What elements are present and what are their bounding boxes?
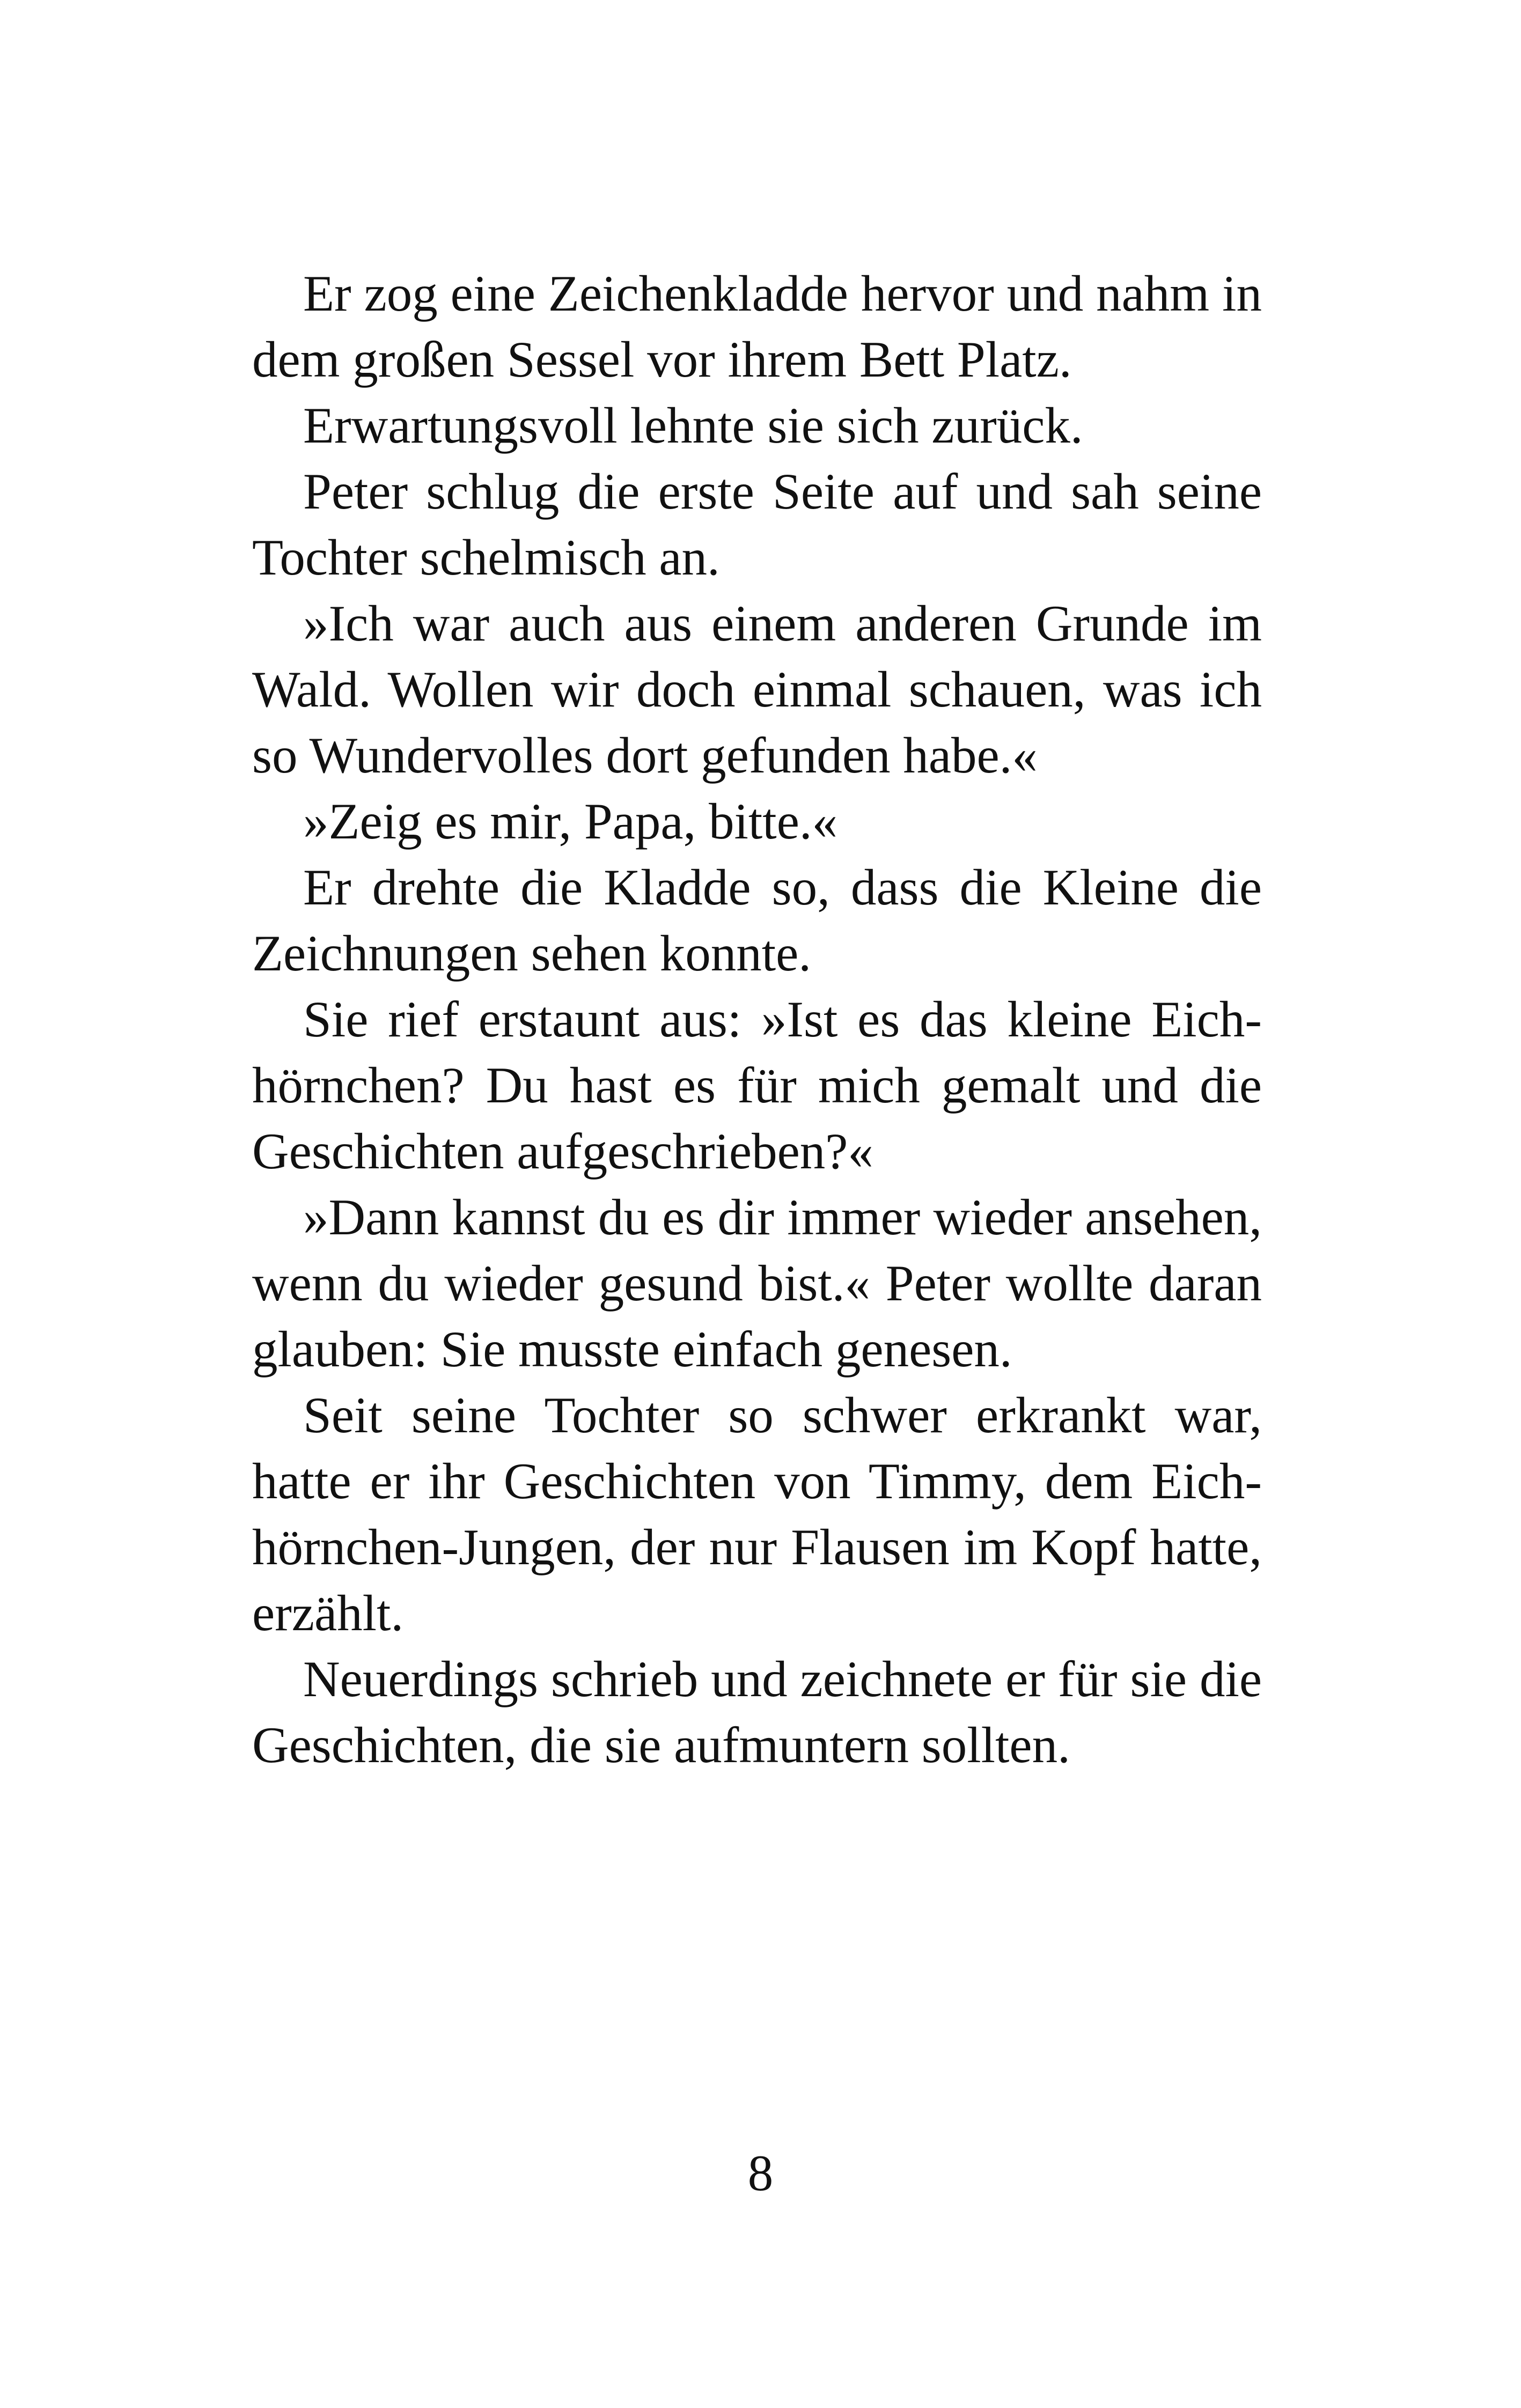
paragraph: »Ich war auch aus einem anderen Grunde im Wald. Wollen wir doch einmal schauen, was ich so Wundervolles dort gefunden habe.« [252, 595, 1262, 784]
body-text [252, 261, 1262, 1778]
page-number: 8 [747, 2145, 774, 2201]
paragraph: Seit seine Tochter so schwer erkrankt war, hatte er ihr Geschichten von Timmy, dem Eichhörnchen-Jungen, der nur Flausen im Kopf hatte, erzählt. [252, 1387, 1262, 1641]
paragraph: Peter schlug die erste Seite auf und sah seine Tochter schelmisch an. [252, 463, 1262, 586]
paragraph: Erwartungsvoll lehnte sie sich zurück. [303, 397, 1083, 454]
paragraph: Neuerdings schrieb und zeichnete er für sie die Geschichten, die sie aufmuntern sollten. [252, 1651, 1262, 1773]
paragraph: Er drehte die Kladde so, dass die Kleine die Zeichnungen sehen konnte. [252, 859, 1262, 982]
paragraph: »Zeig es mir, Papa, bitte.« [303, 793, 838, 850]
paragraph: Er zog eine Zeichenkladde hervor und nahm in dem großen Sessel vor ihrem Bett Platz. [252, 265, 1262, 388]
paragraph: »Dann kannst du es dir immer wieder ansehen, wenn du wieder gesund bist.« Peter wollte daran glauben: Sie musste einfach genesen. [252, 1189, 1262, 1378]
paragraph: Sie rief erstaunt aus: »Ist es das kleine Eichhörnchen? Du hast es für mich gemalt und die Geschichten aufgeschrieben?« [252, 991, 1262, 1180]
